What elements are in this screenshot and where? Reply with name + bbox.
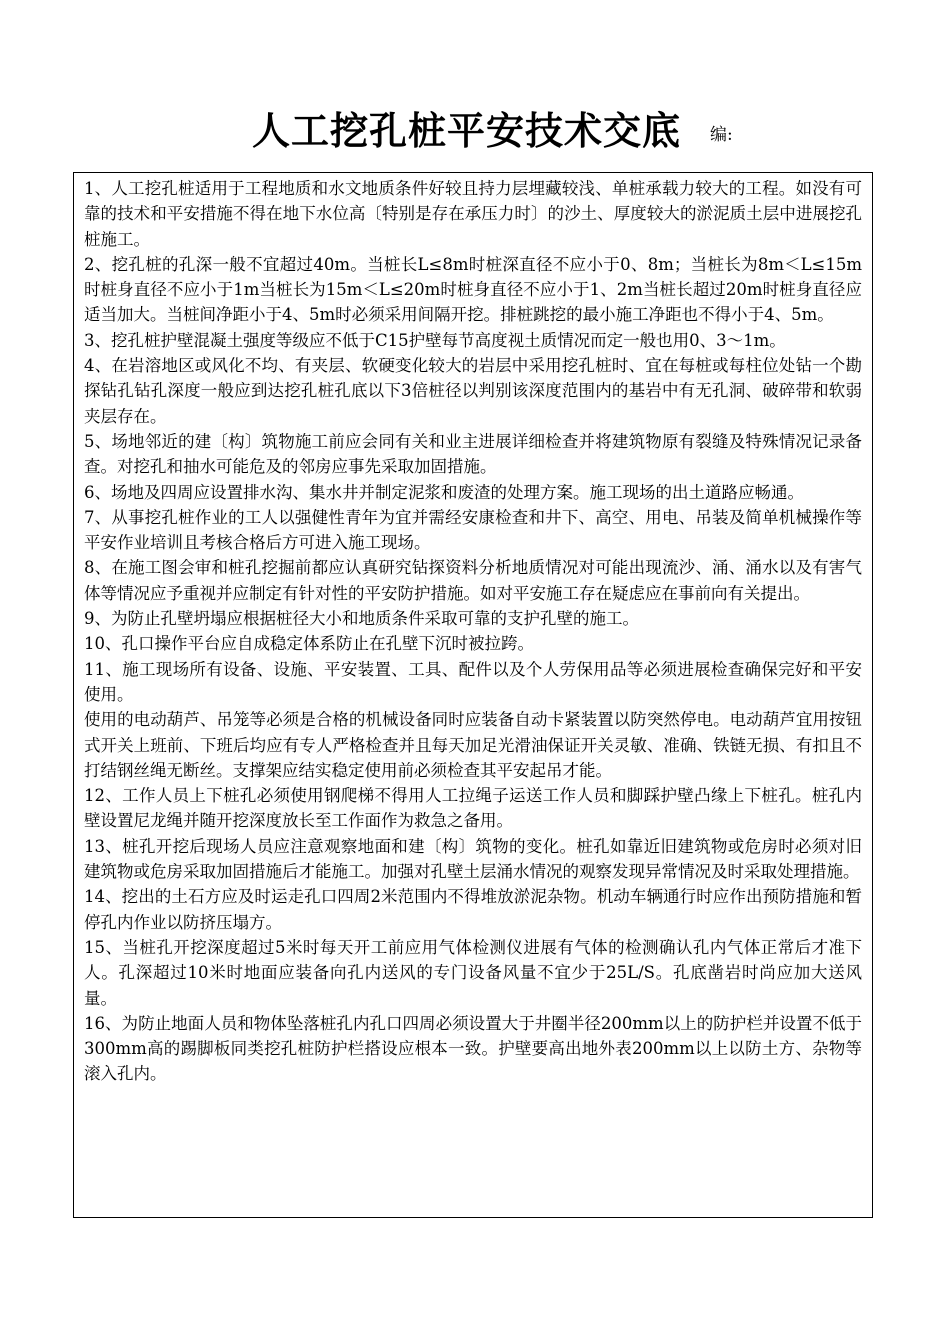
paragraph-15: 15、当桩孔开挖深度超过5米时每天开工前应用气体检测仪进展有气体的检测确认孔内气体正常后才准下人。孔深超过10米时地面应装备向孔内送风的专门设备风量不宜少于25L/S。孔底凿岩时尚应加大送风量。 <box>84 937 862 1008</box>
paragraph-13: 13、桩孔开挖后现场人员应注意观察地面和建〔构〕筑物的变化。桩孔如靠近旧建筑物或危房时必须对旧建筑物或危房采取加固措施后才能施工。加强对孔壁土层涌水情况的观察发现异常情况及时采取处理措施。 <box>84 836 862 882</box>
paragraph-7: 7、从事挖孔桩作业的工人以强健性青年为宜并需经安康检查和井下、高空、用电、吊装及简单机械操作等平安作业培训且考核合格后方可进入施工现场。 <box>84 507 862 553</box>
paragraph-11-continued: 使用的电动葫芦、吊笼等必须是合格的机械设备同时应装备自动卡紧装置以防突然停电。电动葫芦宜用按钮式开关上班前、下班后均应有专人严格检查并且每天加足光滑油保证开关灵敏、准确、铁链无损、有扣且不打结钢丝绳无断丝。支撑架应结实稳定使用前必须检查其平安起吊才能。 <box>84 710 862 780</box>
paragraph-14: 14、挖出的土石方应及时运走孔口四周2米范围内不得堆放淤泥杂物。机动车辆通行时应作出预防措施和暂停孔内作业以防挤压塌方。 <box>84 887 862 932</box>
paragraph-11: 11、施工现场所有设备、设施、平安装置、工具、配件以及个人劳保用品等必须进展检查确保完好和平安使用。 <box>84 659 862 704</box>
paragraph-10: 10、孔口操作平台应自成稳定体系防止在孔壁下沉时被拉跨。 <box>84 634 534 654</box>
paragraph-8: 8、在施工图会审和桩孔挖掘前都应认真研究钻探资料分析地质情况对可能出现流沙、涌、涌水以及有害气体等情况应予重视并应制定有针对性的平安防护措施。如对平安施工存在疑虑应在事前向有关提出。 <box>84 558 862 603</box>
paragraph-5: 5、场地邻近的建〔构〕筑物施工前应会同有关和业主进展详细检查并将建筑物原有裂缝及特殊情况记录备查。对挖孔和抽水可能危及的邻房应事先采取加固措施。 <box>84 431 862 477</box>
content-table-cell <box>73 172 873 1218</box>
document-code-label: 编: <box>710 125 733 145</box>
paragraph-9: 9、为防止孔壁坍塌应根据桩径大小和地质条件采取可靠的支护孔壁的施工。 <box>84 609 639 629</box>
paragraph-16: 16、为防止地面人员和物体坠落桩孔内孔口四周必须设置大于井圈半径200mm以上的防护栏并设置不低于300mm高的踢脚板同类挖孔桩防护栏搭设应根本一致。护壁要高出地外表200mm以上以防土方、杂物等滚入孔内。 <box>84 1013 862 1084</box>
paragraph-4: 4、在岩溶地区或风化不均、有夹层、软硬变化较大的岩层中采用挖孔桩时、宜在每桩或每柱位处钻一个勘探钻孔钻孔深度一般应到达挖孔桩孔底以下3倍桩径以判别该深度范围内的基岩中有无孔洞、破碎带和软弱夹层存在。 <box>84 356 862 426</box>
paragraph-6: 6、场地及四周应设置排水沟、集水井并制定泥浆和废渣的处理方案。施工现场的出土道路应畅通。 <box>84 482 804 502</box>
paragraph-1: 1、人工挖孔桩适用于工程地质和水文地质条件好较且持力层埋藏较浅、单桩承载力较大的工程。如没有可靠的技术和平安措施不得在地下水位高〔特别是存在承压力时〕的沙土、厚度较大的淤泥质土层中进展挖孔桩施工。 <box>84 179 862 249</box>
page-title: 人工挖孔桩平安技术交底 <box>252 108 682 153</box>
paragraph-2: 2、挖孔桩的孔深一般不宜超过40m。当桩长L≤8m时桩深直径不应小于0、8m；当桩长为8m＜L≤15m时桩身直径不应小于1m当桩长为15m＜L≤20m时桩身直径不应小于1、2m当桩长超过20m时桩身直径应适当加大。当桩间净距小于4、5m时必须采用间隔开挖。排桩跳挖的最小施工净距也不得小于4、5m。 <box>84 254 862 325</box>
paragraph-12: 12、工作人员上下桩孔必须使用钢爬梯不得用人工拉绳子运送工作人员和脚踩护壁凸缘上下桩孔。桩孔内壁设置尼龙绳并随开挖深度放长至工作面作为救急之备用。 <box>84 786 862 831</box>
paragraph-3: 3、挖孔桩护壁混凝土强度等级应不低于C15护壁每节高度视土质情况而定一般也用0、3～1m。 <box>84 330 786 350</box>
title-row <box>0 100 950 160</box>
